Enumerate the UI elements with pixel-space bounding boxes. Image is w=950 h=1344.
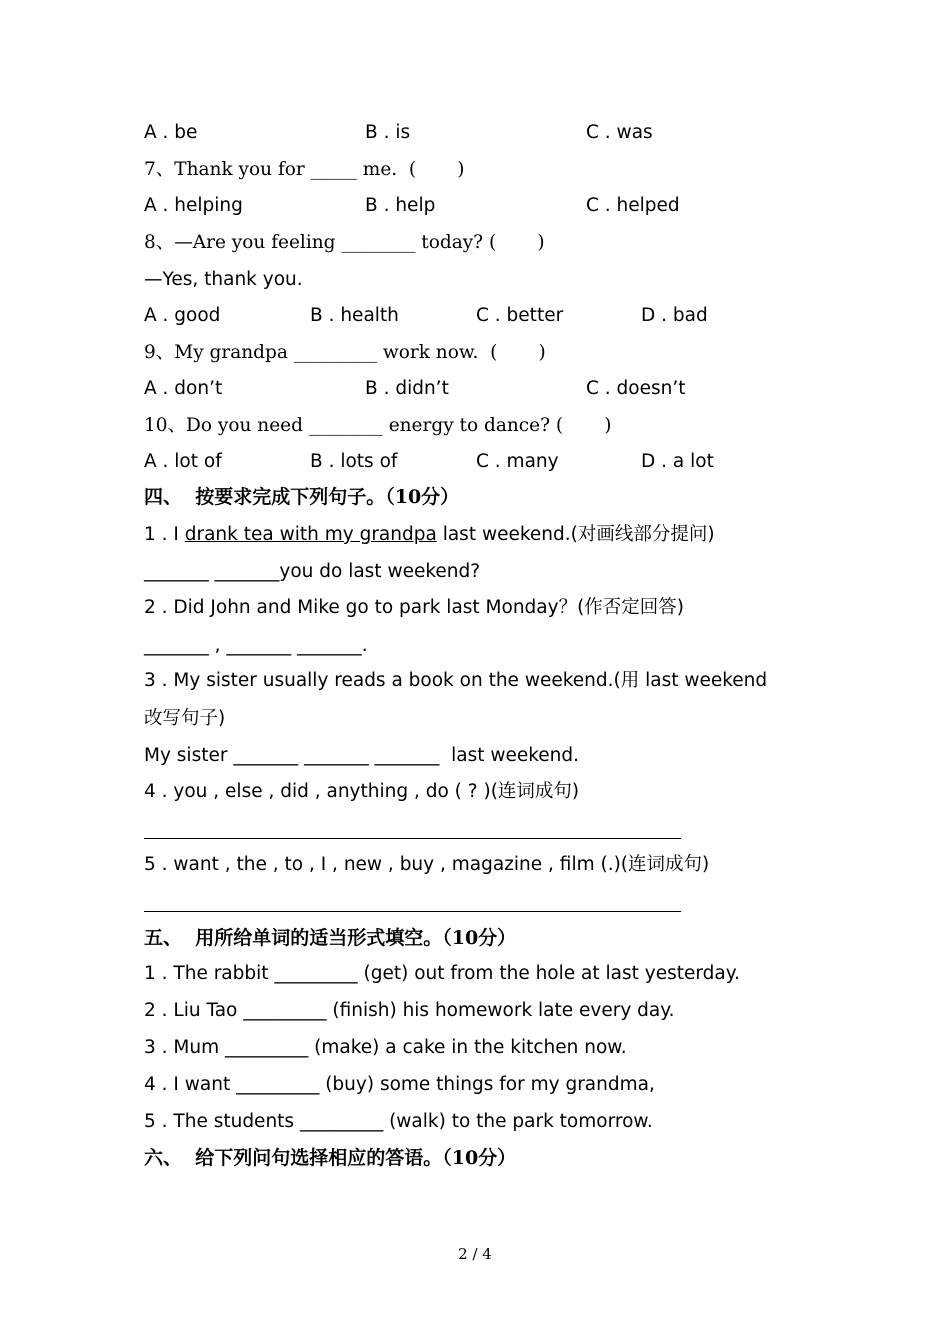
q8-option-d: D . bad xyxy=(641,305,708,326)
s4-item-1 xyxy=(144,526,715,545)
q8-option-c: C . better xyxy=(476,305,564,326)
s4-item-5: 5 . want , the , to , I , new , buy , magazine , film (.)(连词成句) xyxy=(144,854,710,875)
q7-option-a: A . helping xyxy=(144,195,243,216)
s4-item-1-underlined: drank tea with my grandpa xyxy=(184,524,437,545)
section-6-heading: 六、 给下列问句选择相应的答语。（10分） xyxy=(144,1147,517,1169)
q8-question: 8、—Are you feeling ________ today? ( ) xyxy=(144,232,545,253)
q9-option-b: B . didn’t xyxy=(365,378,449,399)
s4-item-3-answer: My sister _______ _______ _______ last weekend. xyxy=(144,745,580,766)
q7-option-c: C . helped xyxy=(586,195,680,216)
q8-option-b: B . health xyxy=(310,305,399,326)
s5-item-1: 1 . The rabbit _________ (get) out from the hole at last yesterday. xyxy=(144,963,740,984)
page-number: 2 / 4 xyxy=(458,1245,492,1263)
s5-item-3: 3 . Mum _________ (make) a cake in the kitchen now. xyxy=(144,1037,627,1058)
q9-question: 9、My grandpa _________ work now. ( ) xyxy=(144,342,546,363)
q10-option-a: A . lot of xyxy=(144,451,222,472)
q10-question: 10、Do you need ________ energy to dance? ( ) xyxy=(144,415,612,436)
s4-item-1-suffix: last weekend.(对画线部分提问) xyxy=(436,524,715,545)
section-5-heading: 五、 用所给单词的适当形式填空。（10分） xyxy=(144,927,517,949)
q7-option-b: B . help xyxy=(365,195,436,216)
s4-item-2-answer: _______ , _______ _______. xyxy=(144,635,368,656)
q7-question: 7、Thank you for _____ me. ( ) xyxy=(144,159,465,180)
q8-reply: —Yes, thank you. xyxy=(144,269,303,290)
s4-item-1-prefix: 1 . I xyxy=(144,524,185,545)
s4-item-2: 2 . Did John and Mike go to park last Monday？(作否定回答) xyxy=(144,597,685,618)
s4-item-4-answer-line xyxy=(144,838,681,839)
q9-option-a: A . don’t xyxy=(144,378,223,399)
section-4-heading: 四、 按要求完成下列句子。（10分） xyxy=(144,486,460,508)
q10-option-c: C . many xyxy=(476,451,559,472)
s4-item-4: 4 . you , else , did , anything , do ( ? )(连词成句) xyxy=(144,781,580,802)
s4-item-3-line1: 3 . My sister usually reads a book on the weekend.(用 last weekend xyxy=(144,670,768,691)
s4-item-1-answer: _______ _______you do last weekend? xyxy=(144,561,481,582)
s5-item-5: 5 . The students _________ (walk) to the park tomorrow. xyxy=(144,1111,653,1132)
q6-option-c: C . was xyxy=(586,122,653,143)
q10-option-d: D . a lot xyxy=(641,451,714,472)
s4-item-5-answer-line xyxy=(144,911,681,912)
q9-option-c: C . doesn’t xyxy=(586,378,686,399)
s5-item-4: 4 . I want _________ (buy) some things for my grandma, xyxy=(144,1074,655,1095)
q8-option-a: A . good xyxy=(144,305,221,326)
s4-item-3-line2: 改写句子) xyxy=(144,708,226,729)
q10-option-b: B . lots of xyxy=(310,451,398,472)
q6-option-b: B . is xyxy=(365,122,411,143)
s5-item-2: 2 . Liu Tao _________ (finish) his homework late every day. xyxy=(144,1000,675,1021)
q6-option-a: A . be xyxy=(144,122,198,143)
